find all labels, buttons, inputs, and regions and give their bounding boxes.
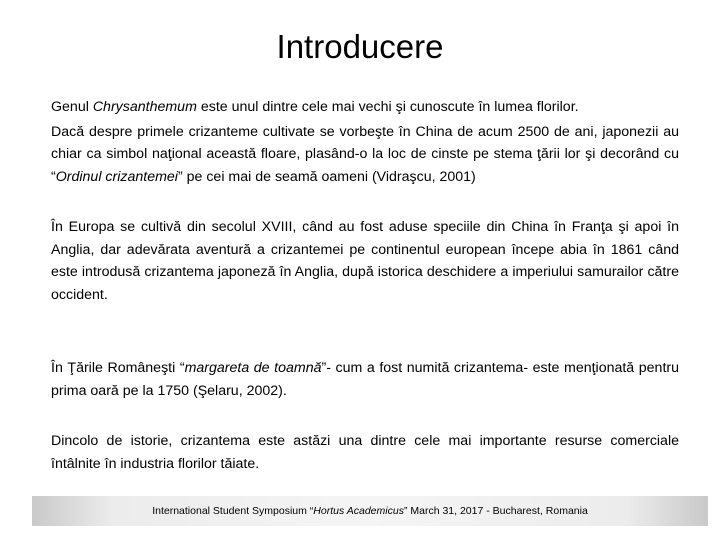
industry-text: Dincolo de istorie, crizantema este astăzi una dintre cele mai importante resurse comerciale întâlnite în industria florilor tăiate. (51, 433, 679, 472)
intro-line-genus (51, 96, 679, 119)
romania-italic-name: margareta de toamnă (184, 360, 322, 376)
genus-text-suffix: este unul dintre cele mai vechi şi cunoscute în lumea florilor. (196, 99, 579, 115)
japan-text-suffix: ” pe cei mai de seamă oameni (Vidraşcu, 2001) (177, 168, 476, 185)
japan-text-prefix: Dacă despre primele crizanteme cultivate se vorbeşte în China de acum 2500 de ani, japonezii au chiar ca simbol naţional această floare, plasând-o la loc de cinste pe stema ţării lor şi decorând cu “ (51, 123, 679, 185)
footer-suffix: ” March 31, 2017 - Bucharest, Romania (403, 505, 588, 517)
genus-text-prefix: Genul (51, 99, 93, 115)
intro-paragraph-block (51, 96, 679, 188)
genus-name: Chrysanthemum (92, 99, 197, 115)
slide-title: Introducere (276, 28, 444, 65)
footer-bar (32, 496, 708, 526)
romania-paragraph (51, 357, 679, 402)
footer-event-name: Hortus Academicus (313, 505, 404, 517)
intro-line-japan (51, 121, 679, 189)
romania-text-suffix: ”- cum a fost numită crizantema- este menţionată pentru prima oară pe la 1750 (Şelaru, 2002). (51, 360, 680, 399)
romania-text-prefix: În Ţările Româneşti “ (51, 360, 185, 376)
footer-prefix: International Student Symposium “ (152, 505, 314, 517)
europe-paragraph (51, 216, 679, 306)
order-name: Ordinul crizantemei (55, 168, 178, 185)
romania-text (51, 357, 679, 402)
europe-text: În Europa se cultivă din secolul XVIII, când au fost aduse speciile din China în Franţa şi apoi în Anglia, dar adevărata aventură a crizantemei pe continentul european începe abia în 1861 când este introdusă crizantema japoneză în Anglia, după istorica deschidere a imperiului samurailor către occident. (51, 219, 679, 303)
industry-paragraph (51, 430, 679, 475)
